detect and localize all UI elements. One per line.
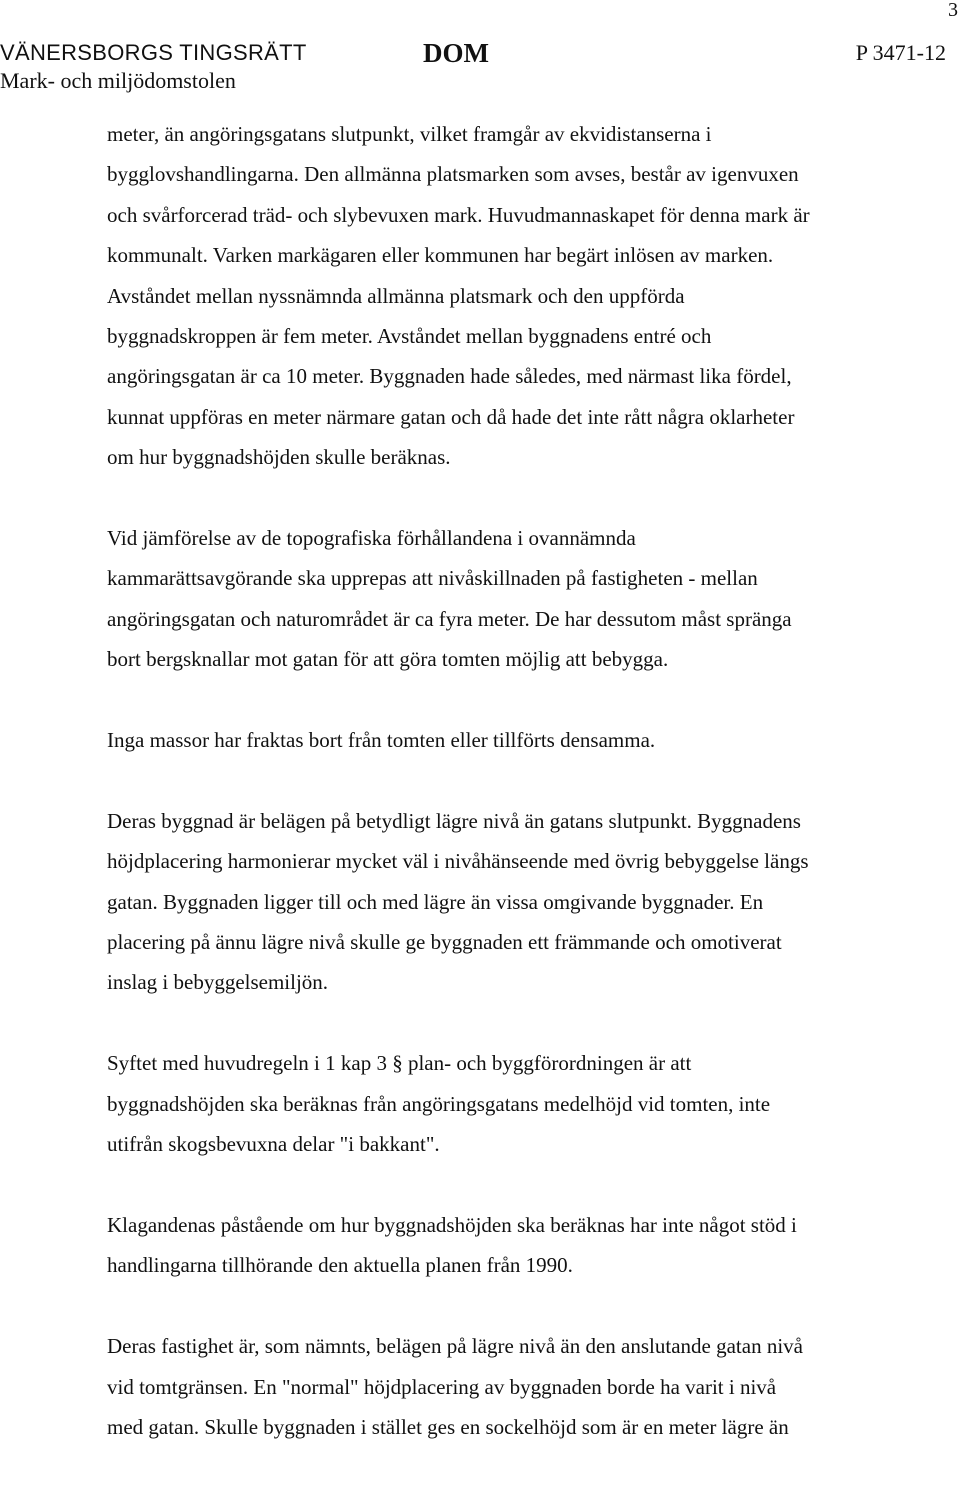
paragraph: Deras byggnad är belägen på betydligt lägre nivå än gatans slutpunkt. Byggnadens höjdplacering harmonierar mycket väl i nivåhänseende med övrig bebyggelse längs gatan. Byggnaden ligger till och med lägre än vissa omgivande byggnader. En placering på ännu lägre nivå skulle ge byggnaden ett främmande och omotiverat inslag i bebyggelsemiljön.	[107, 808, 809, 995]
paragraph: Deras fastighet är, som nämnts, belägen på lägre nivå än den anslutande gatan nivå vid tomtgränsen. En "normal" höjdplacering av byggnaden borde ha varit i nivå med gatan. Skulle byggnaden i stället ges en sockelhöjd som är en meter lägre än	[107, 1334, 803, 1439]
paragraph: Syftet med huvudregeln i 1 kap 3 § plan- och byggförordningen är att byggnadshöjden ska beräknas från angöringsgatans medelhöjd vid tomten, inte utifrån skogsbevuxna delar "i bakkant".	[107, 1051, 771, 1157]
court-division: Mark- och miljödomstolen	[0, 68, 236, 93]
document-body	[107, 114, 907, 1488]
document-header	[0, 40, 960, 100]
paragraph: Klagandenas påstående om hur byggnadshöjden ska beräknas har inte något stöd i handlingarna tillhörande den aktuella planen från 1990.	[107, 1212, 797, 1278]
paragraph: Inga massor har fraktas bort från tomten eller tillförts densamma.	[107, 728, 656, 753]
court-name: VÄNERSBORGS TINGSRÄTT	[0, 40, 307, 65]
paragraph: Vid jämförelse av de topografiska förhållandena i ovannämnda kammarättsavgörande ska upprepas att nivåskillnaden på fastigheten - mellan angöringsgatan och naturområdet är ca fyra meter. De har dessutom måst spränga bort bergsknallar mot gatan för att göra tomten möjlig att bebygga.	[107, 526, 792, 672]
document-type: DOM	[423, 38, 489, 68]
page-number: 3	[948, 0, 958, 21]
case-number: P 3471-12	[855, 40, 946, 65]
paragraph: meter, än angöringsgatans slutpunkt, vilket framgår av ekvidistanserna i bygglovshandlingarna. Den allmänna platsmarken som avses, består av igenvuxen och svårforcerad träd- och slybevuxen mark. Huvudmannaskapet för denna mark är kommunalt. Varken markägaren eller kommunen har begärt inlösen av marken. Avståndet mellan nyssnämnda allmänna platsmark och den uppförda byggnadskroppen är fem meter. Avståndet mellan byggnadens entré och angöringsgatan är ca 10 meter. Byggnaden hade således, med närmast lika fördel, kunnat uppföras en meter närmare gatan och då hade det inte rått några oklarheter om hur byggnadshöjden skulle beräknas.	[107, 122, 810, 470]
